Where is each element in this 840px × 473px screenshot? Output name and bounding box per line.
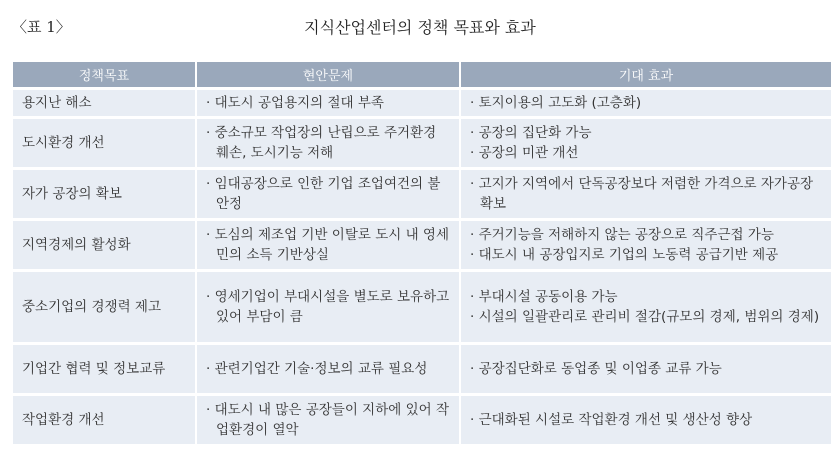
table-row xyxy=(13,221,831,269)
effect-item: · 대도시 내 공장입지로 기업의 노동력 공급기반 제공 xyxy=(470,247,779,263)
header-current-issue: 현안문제 xyxy=(197,62,459,87)
policy-goal-cell: 도시환경 개선 xyxy=(13,119,195,167)
policy-goal-cell: 중소기업의 경쟁력 제고 xyxy=(13,272,195,342)
issue-item: · 대도시 내 많은 공장들이 지하에 있어 작업환경이 열악 xyxy=(206,402,449,438)
effect-item: · 시설의 일괄관리로 관리비 절감(규모의 경제, 범위의 경제) xyxy=(470,309,820,325)
issue-cell xyxy=(197,221,459,269)
effect-item: · 근대화된 시설로 작업환경 개선 및 생산성 향상 xyxy=(470,412,753,428)
effect-item: · 주거기능을 저해하지 않는 공장으로 직주근접 가능 xyxy=(470,227,774,243)
table-row xyxy=(13,345,831,393)
policy-goal-cell: 자가 공장의 확보 xyxy=(13,170,195,218)
header-policy-goal: 정책목표 xyxy=(13,62,195,87)
effect-cell xyxy=(461,119,831,167)
policy-goal-cell: 지역경제의 활성화 xyxy=(13,221,195,269)
table-number: 〈표 1〉 xyxy=(12,18,71,36)
effect-cell xyxy=(461,221,831,269)
table-row xyxy=(13,396,831,444)
issue-cell xyxy=(197,272,459,342)
issue-item: · 임대공장으로 인한 기업 조업여건의 불안정 xyxy=(206,176,441,212)
table-header-row xyxy=(13,62,831,87)
table-row xyxy=(13,170,831,218)
policy-goal-cell: 용지난 해소 xyxy=(13,90,195,116)
table-row xyxy=(13,272,831,342)
table-caption xyxy=(0,0,840,50)
effect-item: · 부대시설 공동이용 가능 xyxy=(470,289,618,305)
effect-cell xyxy=(461,345,831,393)
issue-item: · 대도시 공업용지의 절대 부족 xyxy=(206,95,384,111)
header-expected-effect: 기대 효과 xyxy=(461,62,831,87)
effect-cell xyxy=(461,272,831,342)
table-title: 지식산업센터의 정책 목표와 효과 xyxy=(304,18,536,37)
effect-item: · 공장집단화로 동업종 및 이업종 교류 가능 xyxy=(470,361,722,377)
table-row xyxy=(13,119,831,167)
policy-goal-cell: 작업환경 개선 xyxy=(13,396,195,444)
issue-item: · 중소규모 작업장의 난립으로 주거환경 훼손, 도시기능 저해 xyxy=(206,125,437,161)
effect-item: · 공장의 미관 개선 xyxy=(470,145,579,161)
issue-cell xyxy=(197,170,459,218)
effect-item: · 토지이용의 고도화 (고층화) xyxy=(470,95,642,111)
issue-cell xyxy=(197,90,459,116)
issue-cell xyxy=(197,119,459,167)
issue-item: · 관련기업간 기술·정보의 교류 필요성 xyxy=(206,361,428,377)
issue-cell xyxy=(197,345,459,393)
effect-item: · 고지가 지역에서 단독공장보다 저렴한 가격으로 자가공장 확보 xyxy=(470,176,814,212)
effect-cell xyxy=(461,90,831,116)
table-row xyxy=(13,90,831,116)
issue-item: · 도심의 제조업 기반 이탈로 도시 내 영세민의 소득 기반상실 xyxy=(206,227,449,263)
effect-cell xyxy=(461,396,831,444)
effect-item: · 공장의 집단화 가능 xyxy=(470,125,592,141)
policy-goal-cell: 기업간 협력 및 정보교류 xyxy=(13,345,195,393)
policy-table xyxy=(11,59,833,447)
issue-item: · 영세기업이 부대시설을 별도로 보유하고 있어 부담이 큼 xyxy=(206,289,450,325)
issue-cell xyxy=(197,396,459,444)
effect-cell xyxy=(461,170,831,218)
